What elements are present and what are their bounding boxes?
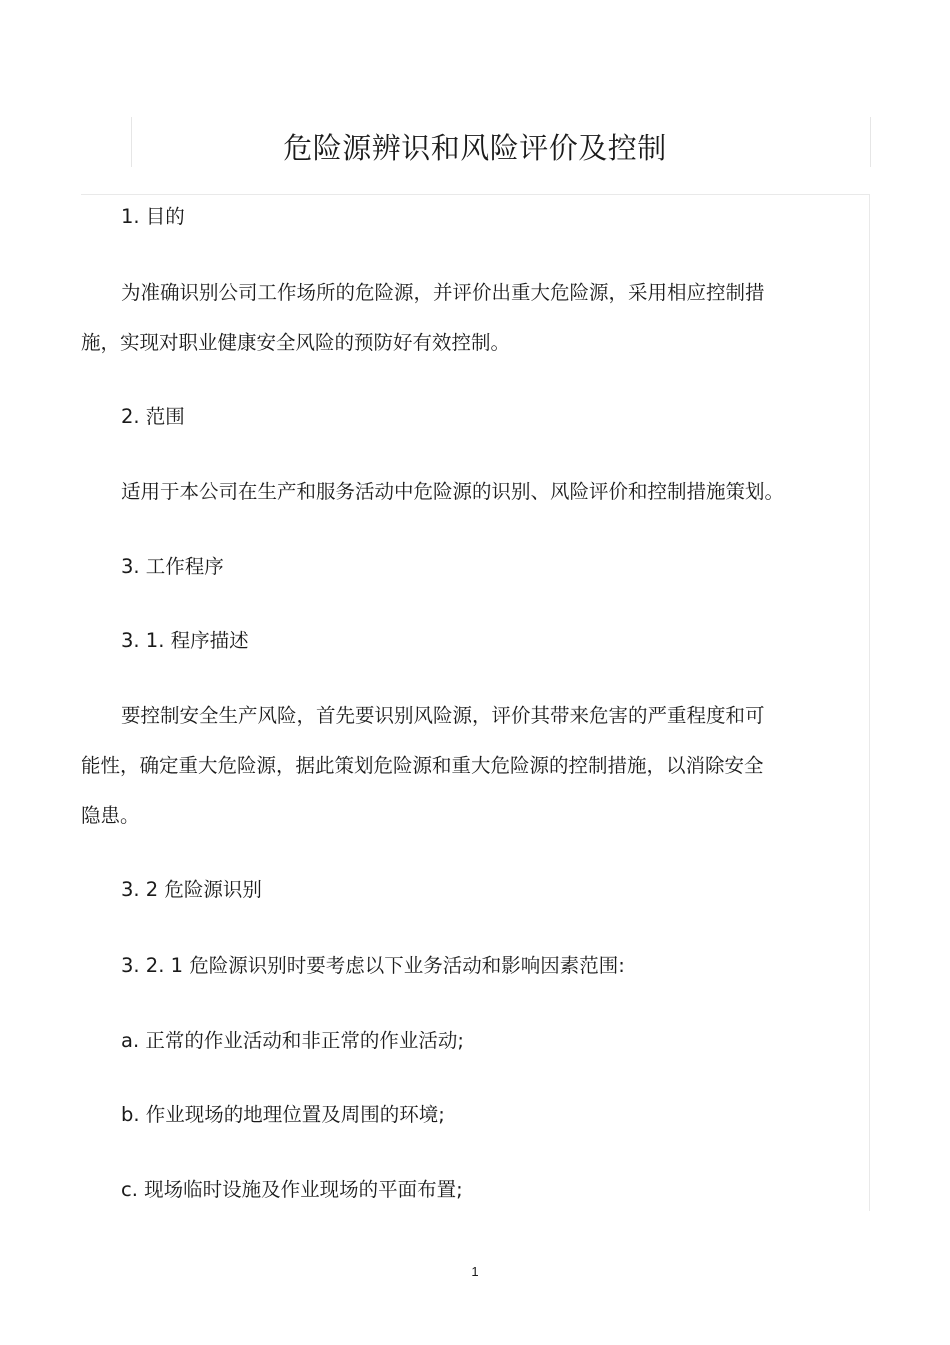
section-3-1-paragraph-line-1: 要控制安全生产风险，首先要识别风险源，评价其带来危害的严重程度和可	[121, 704, 765, 727]
list-item-b: b. 作业现场的地理位置及周围的环境;	[121, 1103, 445, 1126]
section-1-paragraph-line-2: 施，实现对职业健康安全风险的预防好有效控制。	[81, 331, 511, 354]
section-1-paragraph-line-1: 为准确识别公司工作场所的危险源，并评价出重大危险源，采用相应控制措	[121, 281, 765, 304]
list-item-a: a. 正常的作业活动和非正常的作业活动;	[121, 1029, 464, 1052]
section-3-1-heading: 3. 1. 程序描述	[121, 629, 249, 652]
section-3-2-1-heading: 3. 2. 1 危险源识别时要考虑以下业务活动和影响因素范围:	[121, 954, 625, 977]
list-item-c: c. 现场临时设施及作业现场的平面布置;	[121, 1178, 463, 1201]
section-3-1-paragraph-line-3: 隐患。	[81, 804, 140, 827]
section-1-heading: 1. 目的	[121, 205, 185, 228]
section-3-heading: 3. 工作程序	[121, 555, 224, 578]
section-2-paragraph: 适用于本公司在生产和服务活动中危险源的识别、风险评价和控制措施策划。	[121, 480, 785, 503]
page-number: 1	[471, 1264, 479, 1279]
section-2-heading: 2. 范围	[121, 405, 185, 428]
section-3-2-heading: 3. 2 危险源识别	[121, 878, 262, 901]
section-3-1-paragraph-line-2: 能性，确定重大危险源，据此策划危险源和重大危险源的控制措施，以消除安全	[81, 754, 764, 777]
document-title: 危险源辨识和风险评价及控制	[283, 131, 667, 165]
